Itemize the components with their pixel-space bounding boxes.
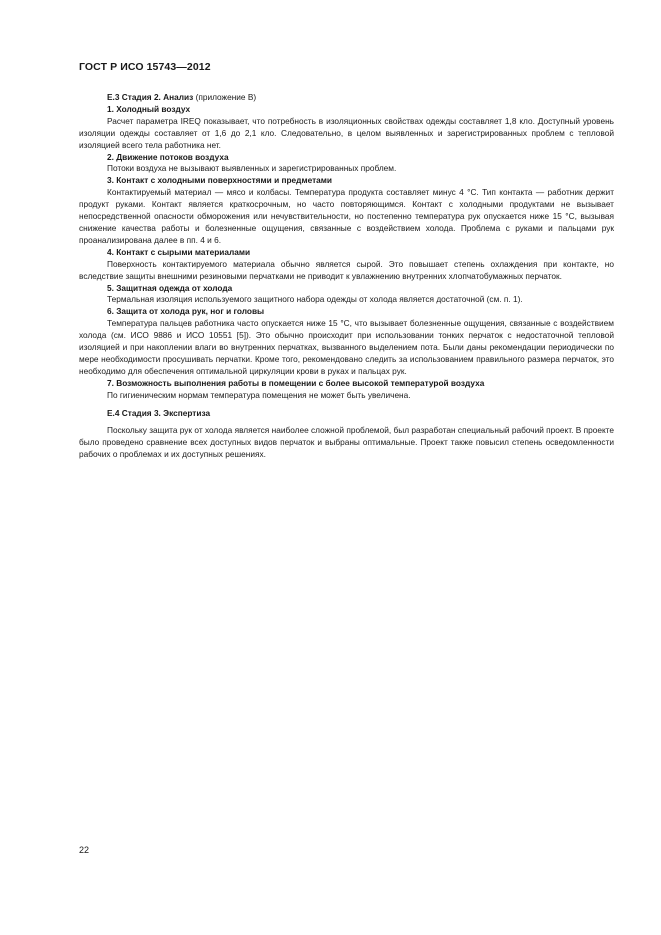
item-1-heading: 1. Холодный воздух bbox=[107, 103, 191, 114]
section-e4-title bbox=[79, 408, 614, 420]
section-e3-title bbox=[79, 92, 614, 104]
document-body bbox=[79, 92, 614, 461]
item-4-paragraph: Поверхность контактируемого материала обычно является сырой. Это повышает степень охлаждения при контакте, но вследствие защиты внешними резиновыми перчатками не приводит к увлажнению внутренних хлопчатобумажных перчаток. bbox=[79, 258, 614, 281]
page-number: 22 bbox=[79, 845, 90, 855]
item-6-heading: 6. Защита от холода рук, ног и головы bbox=[107, 306, 265, 317]
section-e4-paragraph: Поскольку защита рук от холода является наиболее сложной проблемой, был разработан специальный рабочий проект. В проекте было проведено сравнение всех доступных видов перчаток и выбраны оптимальные. Проект также повысил степень осведомленности рабочих о проблемах и их доступных решениях. bbox=[79, 425, 614, 460]
item-3-heading: 3. Контакт с холодными поверхностями и предметами bbox=[107, 175, 332, 186]
section-e3-title-bold: Е.3 Стадия 2. Анализ bbox=[107, 92, 194, 102]
document-header: ГОСТ Р ИСО 15743—2012 bbox=[79, 61, 211, 73]
item-2-paragraph: Потоки воздуха не вызывают выявленных и зарегистрированных проблем. bbox=[107, 163, 397, 174]
item-1-paragraph: Расчет параметра IREQ показывает, что потребность в изоляционных свойствах одежды составляет 1,8 кло. Доступный уровень изоляции одежды составляет от 1,6 до 2,1 кло. Следовательно, в целом выявленных и зарегистрированных проблем с тепловой изоляцией всего тела работника нет. bbox=[79, 115, 614, 150]
item-7-paragraph: По гигиеническим нормам температура помещения не может быть увеличена. bbox=[107, 389, 411, 400]
item-2-heading: 2. Движение потоков воздуха bbox=[107, 151, 229, 162]
section-e4-title-bold: Е.4 Стадия 3. Экспертиза bbox=[107, 407, 211, 418]
section-e3-title-rest: (приложение В) bbox=[193, 92, 257, 102]
item-6-paragraph: Температура пальцев работника часто опускается ниже 15 °С, что вызывает болезненные ощущения, связанные с воздействием холода (см. ИСО 9886 и ИСО 10551 [5]). Это обычно происходит при использовании тонких перчаток с недостаточной тепловой изоляцией и при накоплении влаги во внутренних перчатках, вызванного выделением пота. Были даны рекомендации периодически по мере необходимости просушивать перчатки. Кроме того, рекомендовано следить за использованием правильного размера перчаток, это необходимо для обеспечения оптимальной циркуляции крови в руках и пальцах рук. bbox=[79, 318, 614, 376]
item-3-paragraph: Контактируемый материал — мясо и колбасы. Температура продукта составляет минус 4 °С. Тип контакта — работник держит продукт руками. Контакт является краткосрочным, но часто повторяющимся. Контакт с холодными продуктами не вызывает непосредственной опасности обморожения или нечувствительности, но постепенно температура рук опускается ниже 15 °С, вызывая снижение качества работы и болезненные ощущения, связанные с воздействием холода. Проблема с руками и пальцами рук проанализирована далее в пп. 4 и 6. bbox=[79, 187, 614, 245]
item-5-heading: 5. Защитная одежда от холода bbox=[107, 282, 233, 293]
item-7-heading: 7. Возможность выполнения работы в помещении с более высокой температурой воздуха bbox=[107, 377, 485, 388]
item-5-paragraph: Термальная изоляция используемого защитного набора одежды от холода является достаточной (см. п. 1). bbox=[107, 294, 523, 305]
item-4-heading: 4. Контакт с сырыми материалами bbox=[107, 246, 251, 257]
